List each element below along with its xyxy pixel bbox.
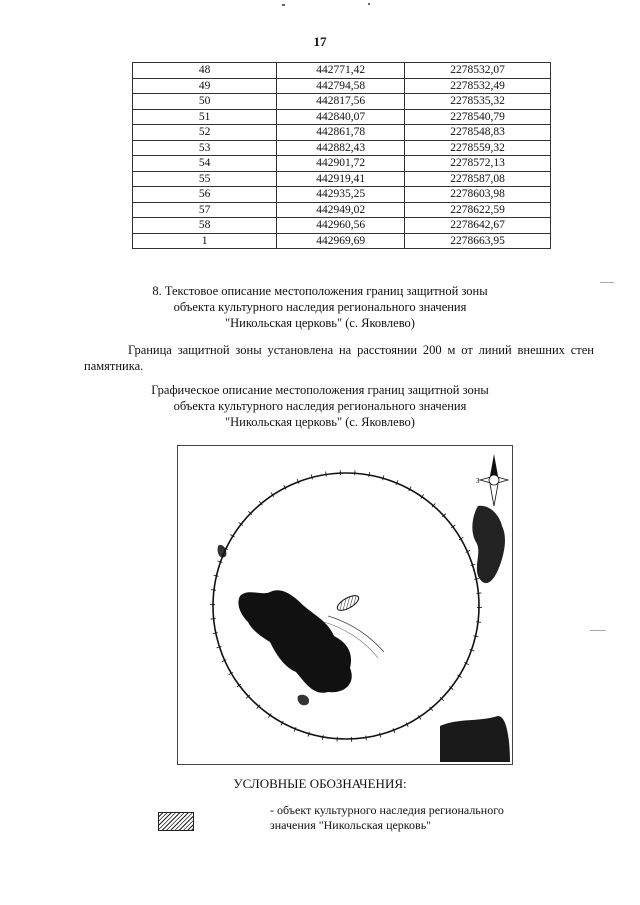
graphic-heading-line-1: Графическое описание местоположения границ защитной зоны [151,383,489,397]
point-number-cell: 56 [133,187,277,203]
boundary-point-tick [322,735,323,740]
terrain-right-area [472,506,505,583]
terrain-corner-area [440,716,510,762]
table-row [133,78,551,94]
x-coordinate-cell: 442771,42 [277,63,405,79]
point-number-cell: 52 [133,125,277,141]
compass-rose [476,454,508,506]
x-coordinate-cell: 442949,02 [277,202,405,218]
section-8-heading-line-3: "Никольская церковь" (с. Яковлево) [225,316,415,330]
y-coordinate-cell: 2278540,79 [405,109,551,125]
map-drawing [178,446,512,764]
table-row [133,187,551,203]
table-row [133,156,551,172]
table-row [133,218,551,234]
terrain-speckle-bottom [298,695,309,706]
table-row [133,125,551,141]
point-number-cell: 58 [133,218,277,234]
point-number-cell: 1 [133,233,277,249]
x-coordinate-cell: 442794,58 [277,78,405,94]
point-number-cell: 54 [133,156,277,172]
y-coordinate-cell: 2278548,83 [405,125,551,141]
church-footprint [335,593,361,614]
boundary-point-tick [211,590,216,591]
x-coordinate-cell: 442901,72 [277,156,405,172]
y-coordinate-cell: 2278559,32 [405,140,551,156]
scan-speck [600,282,614,283]
point-number-cell: 51 [133,109,277,125]
graphic-heading-line-3: "Никольская церковь" (с. Яковлево) [225,415,415,429]
table-row [133,171,551,187]
y-coordinate-cell: 2278642,67 [405,218,551,234]
scan-speck [590,630,606,631]
x-coordinate-cell: 442969,69 [277,233,405,249]
x-coordinate-cell: 442960,56 [277,218,405,234]
legend-item-line-1: - объект культурного наследия регионального [270,803,504,817]
boundary-point-tick [326,472,327,477]
legend-item-line-2: значения "Никольская церковь" [270,818,432,832]
point-number-cell: 48 [133,63,277,79]
y-coordinate-cell: 2278532,07 [405,63,551,79]
x-coordinate-cell: 442882,43 [277,140,405,156]
section-8-heading [0,283,640,331]
point-number-cell: 50 [133,94,277,110]
y-coordinate-cell: 2278663,95 [405,233,551,249]
x-coordinate-cell: 442935,25 [277,187,405,203]
protection-zone-map [177,445,513,765]
section-8-heading-line-2: объекта культурного наследия регионального значения [173,300,467,314]
boundary-point-tick [369,472,370,477]
compass-west-label: З [476,477,480,485]
boundary-paragraph: Граница защитной зоны установлена на расстоянии 200 м от линий внешних стен памятника. [84,343,594,373]
y-coordinate-cell: 2278622,59 [405,202,551,218]
y-coordinate-cell: 2278587,08 [405,171,551,187]
graphic-description-heading [0,382,640,430]
page-number: 17 [313,34,327,49]
table-row [133,233,551,249]
boundary-point-tick [214,575,219,576]
coordinates-table [132,62,551,249]
legend-item-text [270,803,570,833]
point-number-cell: 53 [133,140,277,156]
boundary-point-tick [213,633,218,634]
x-coordinate-cell: 442840,07 [277,109,405,125]
scan-speck [368,3,370,5]
y-coordinate-cell: 2278603,98 [405,187,551,203]
boundary-point-tick [476,622,481,623]
x-coordinate-cell: 442817,56 [277,94,405,110]
x-coordinate-cell: 442861,78 [277,125,405,141]
table-row [133,140,551,156]
boundary-point-tick [474,578,479,579]
graphic-heading-line-2: объекта культурного наследия регионального значения [173,399,467,413]
boundary-point-tick [474,636,479,637]
terrain-dark-area [238,590,351,693]
legend-hatch-swatch [158,812,194,831]
table-row [133,109,551,125]
scan-speck [282,4,285,6]
y-coordinate-cell: 2278572,13 [405,156,551,172]
section-8-heading-line-1: 8. Текстовое описание местоположения границ защитной зоны [152,284,488,298]
table-row [133,202,551,218]
x-coordinate-cell: 442919,41 [277,171,405,187]
boundary-point-tick [366,736,367,741]
point-number-cell: 49 [133,78,277,94]
table-row [133,94,551,110]
legend-title: УСЛОВНЫЕ ОБОЗНАЧЕНИЯ: [233,776,407,791]
point-number-cell: 57 [133,202,277,218]
y-coordinate-cell: 2278532,49 [405,78,551,94]
point-number-cell: 55 [133,171,277,187]
table-row [133,63,551,79]
y-coordinate-cell: 2278535,32 [405,94,551,110]
